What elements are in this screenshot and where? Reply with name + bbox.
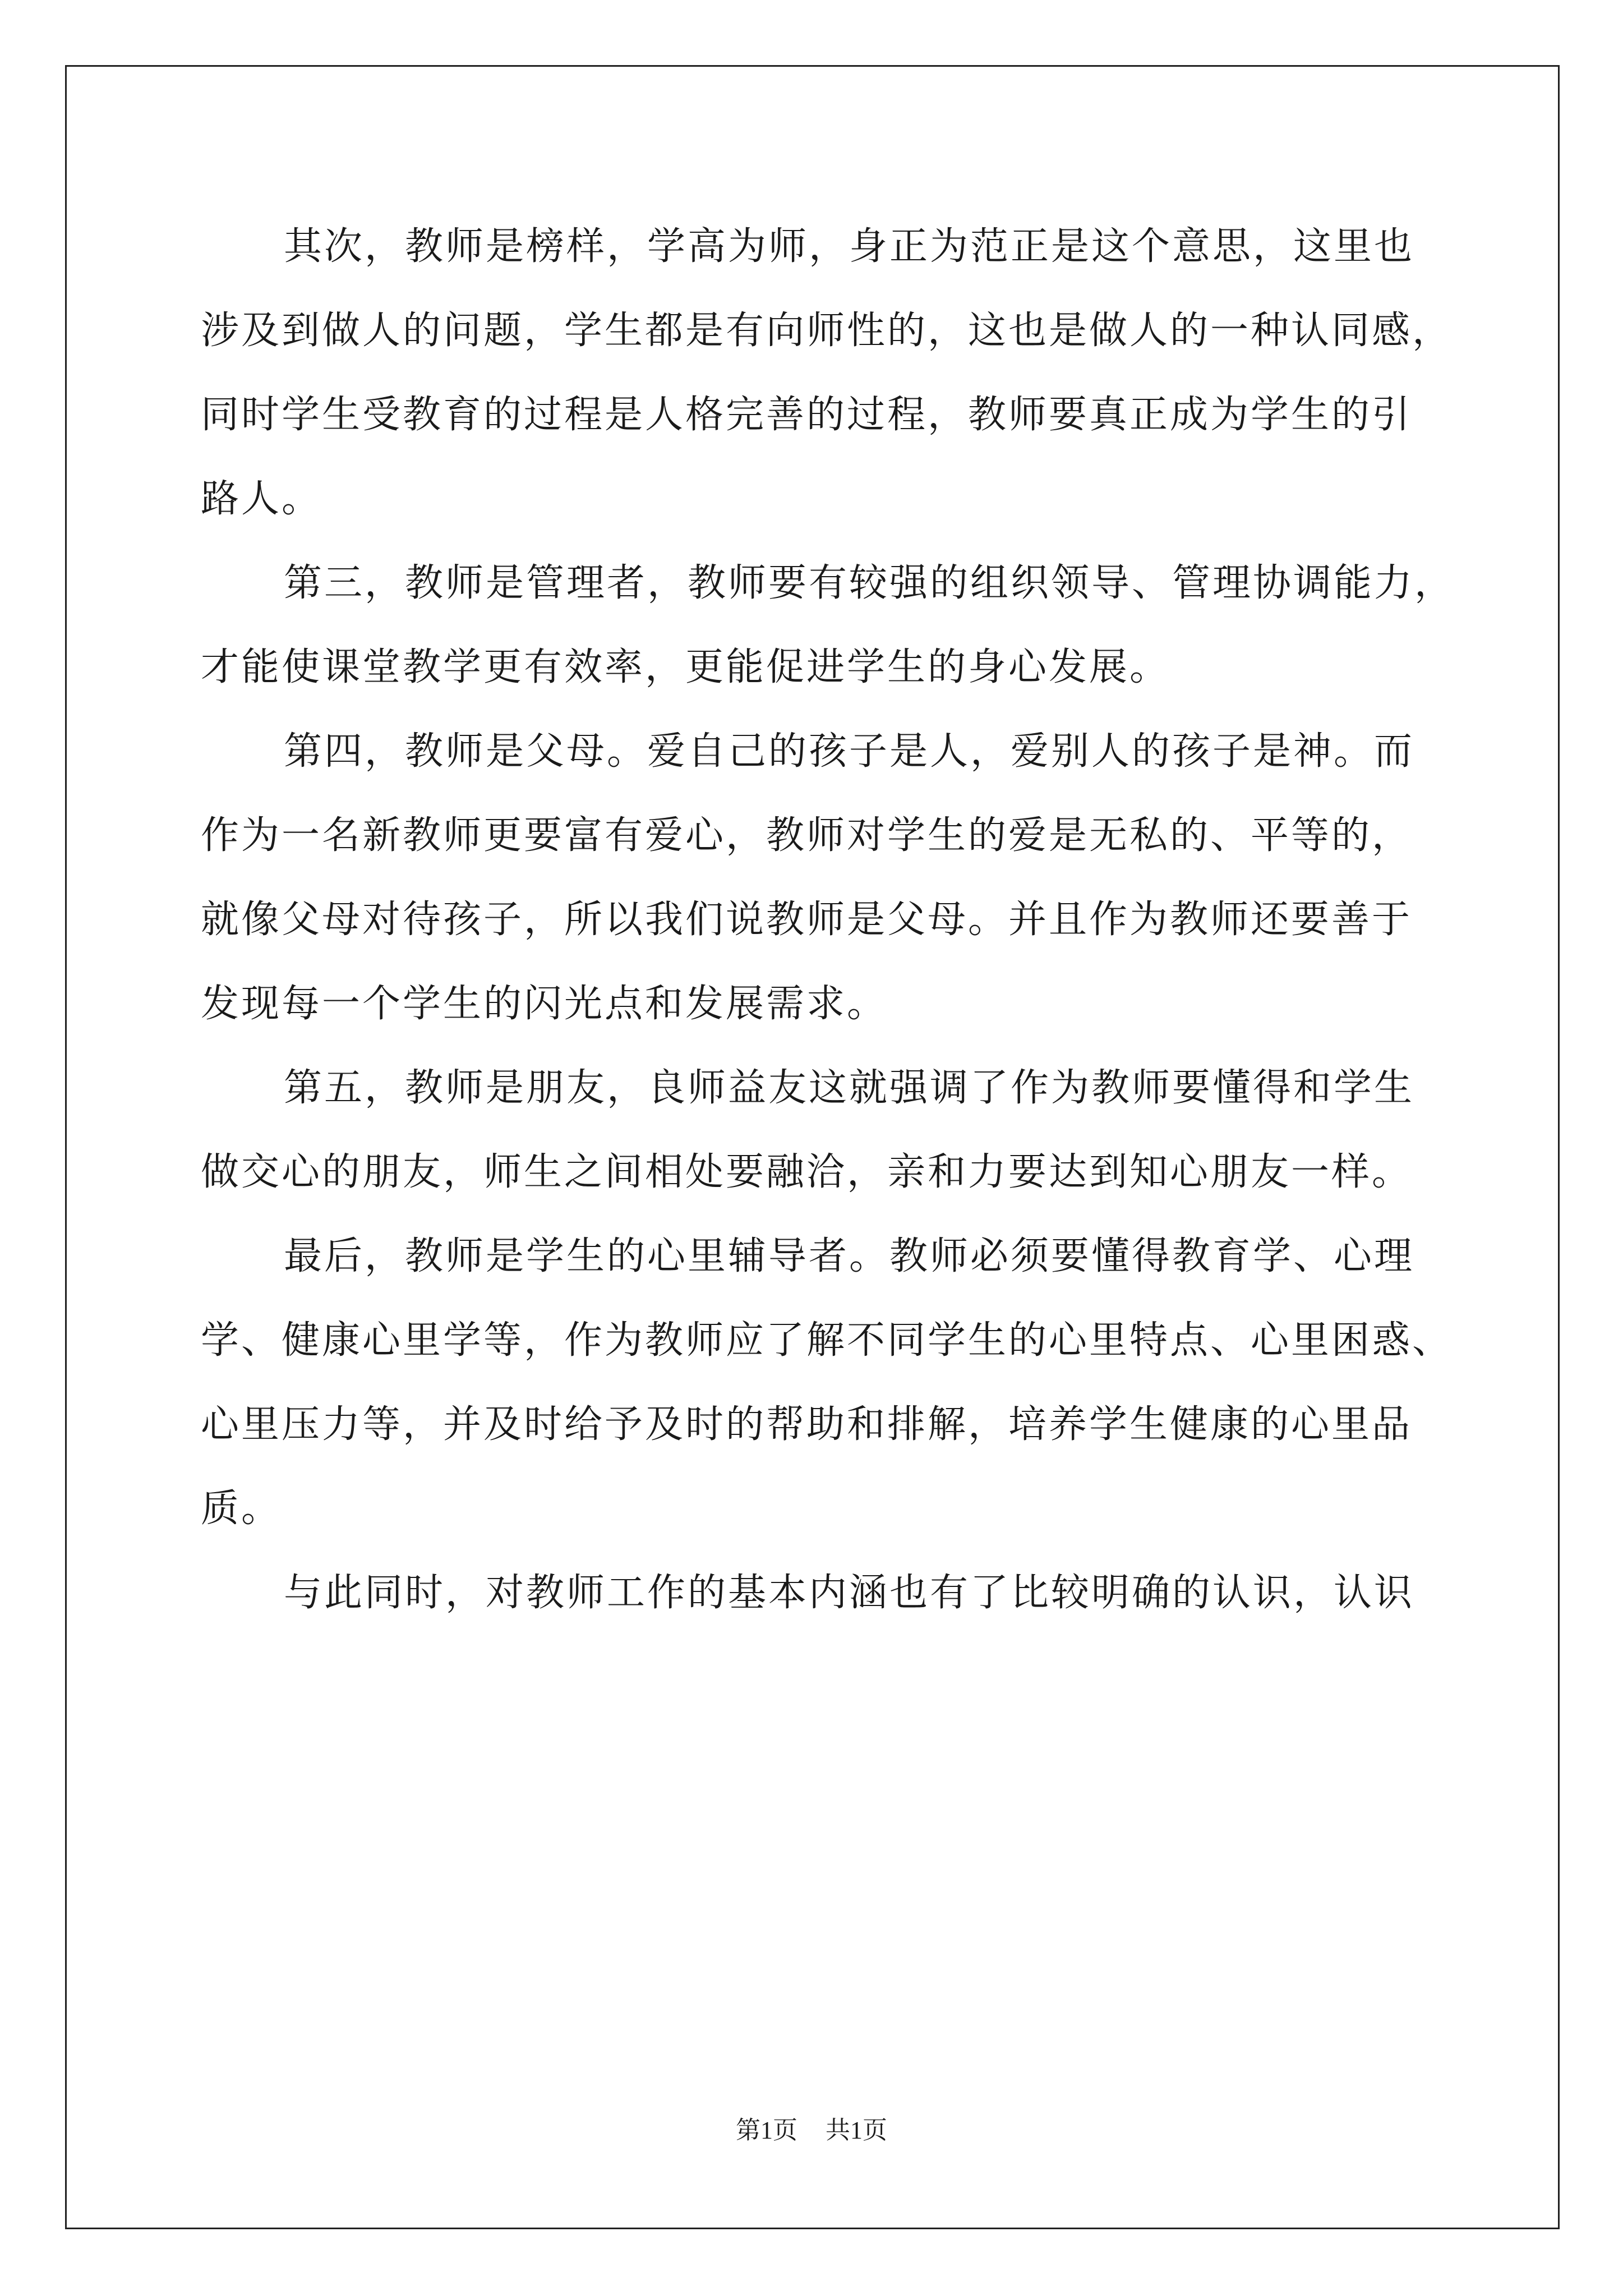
paragraph-line: 质。 <box>201 1487 282 1531</box>
paragraph-line: 第四，教师是父母。爱自己的孩子是人，爱别人的孩子是神。而 <box>284 729 1415 774</box>
paragraph-line: 涉及到做人的问题，学生都是有向师性的，这也是做人的一种认同感， <box>201 309 1453 353</box>
paragraph-line: 同时学生受教育的过程是人格完善的过程，教师要真正成为学生的引 <box>201 393 1413 437</box>
paragraph-line: 学、健康心里学等，作为教师应了解不同学生的心里特点、心里困惑、 <box>201 1318 1453 1363</box>
paragraph-line: 第三，教师是管理者，教师要有较强的组织领导、管理协调能力， <box>284 561 1455 605</box>
page-footer <box>0 2114 1623 2147</box>
paragraph-line: 第五，教师是朋友，良师益友这就强调了作为教师要懂得和学生 <box>284 1066 1415 1110</box>
paragraph-line: 作为一名新教师更要富有爱心，教师对学生的爱是无私的、平等的， <box>201 813 1413 858</box>
paragraph-line: 与此同时，对教师工作的基本内涵也有了比较明确的认识，认识 <box>284 1571 1415 1615</box>
paragraph-line: 做交心的朋友，师生之间相处要融洽，亲和力要达到知心朋友一样。 <box>201 1150 1413 1194</box>
page-number-total: 共1页 <box>826 2116 887 2144</box>
page-number-current: 第1页 <box>736 2116 797 2144</box>
paragraph-line: 心里压力等，并及时给予及时的帮助和排解，培养学生健康的心里品 <box>201 1402 1413 1447</box>
paragraph-line: 才能使课堂教学更有效率，更能促进学生的身心发展。 <box>201 645 1170 689</box>
paragraph-line: 发现每一个学生的闪光点和发展需求。 <box>201 982 888 1026</box>
paragraph-line: 就像父母对待孩子，所以我们说教师是父母。并且作为教师还要善于 <box>201 898 1413 942</box>
paragraph-line: 最后，教师是学生的心里辅导者。教师必须要懂得教育学、心理 <box>284 1234 1415 1278</box>
paragraph-line: 路人。 <box>201 477 322 521</box>
paragraph-line: 其次，教师是榜样，学高为师，身正为范正是这个意思，这里也 <box>284 224 1415 269</box>
